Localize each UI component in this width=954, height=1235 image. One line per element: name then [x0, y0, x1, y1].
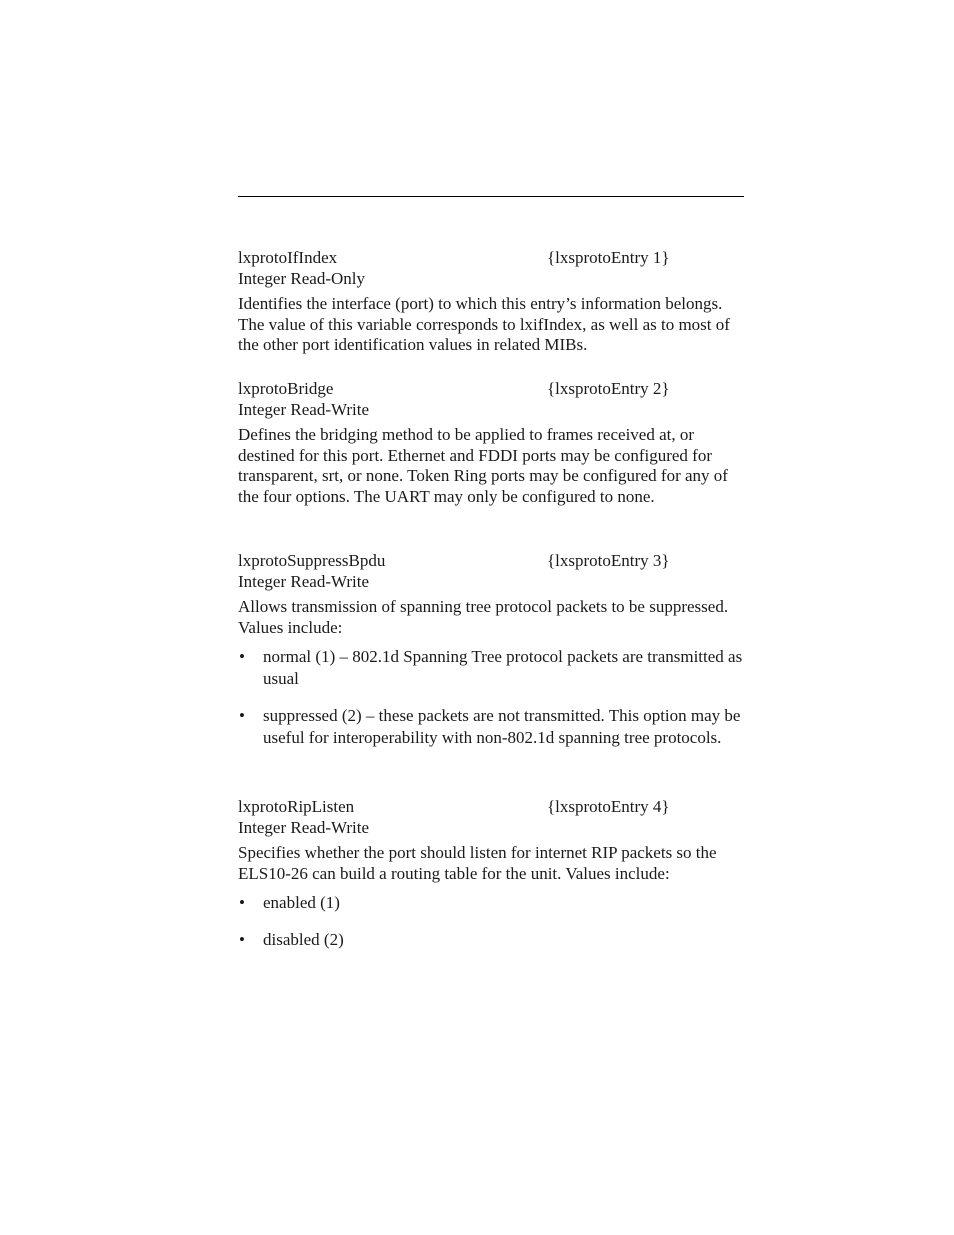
entry-oid: {lxsprotoEntry 1}: [547, 248, 670, 267]
mib-entry-bridge: [238, 378, 744, 507]
entry-description: Specifies whether the port should listen for internet RIP packets so the ELS10-26 can build a routing table for the unit. Values include:: [238, 843, 717, 883]
header-rule: [238, 196, 744, 197]
list-item: [238, 705, 744, 749]
list-item-text: suppressed (2) – these packets are not transmitted. This option may be useful for interoperability with non-802.1d spanning tree protocols.: [263, 706, 741, 747]
mib-entry-ifindex: [238, 247, 744, 356]
entry-type: Integer Read-Only: [238, 269, 365, 288]
bullet-icon: •: [239, 647, 245, 666]
entry-header: [238, 247, 744, 268]
bullet-icon: •: [239, 893, 245, 912]
mib-entry-suppress-bpdu: [238, 550, 744, 764]
entry-header: [238, 550, 744, 571]
entry-description: Allows transmission of spanning tree protocol packets to be suppressed. Values include:: [238, 597, 729, 637]
values-list: [238, 892, 744, 951]
entry-header: [238, 378, 744, 399]
list-item-text: enabled (1): [263, 893, 340, 912]
entry-description: Defines the bridging method to be applied to frames received at, or destined for this port. Ethernet and FDDI ports may be configured for transparent, srt, or none. Token Ring ports may be configured for any of the four options. The UART may only be configured to none.: [238, 425, 728, 506]
entry-name: lxprotoBridge: [238, 379, 334, 398]
entry-oid: {lxsprotoEntry 2}: [547, 379, 670, 398]
list-item-text: normal (1) – 802.1d Spanning Tree protocol packets are transmitted as usual: [263, 647, 743, 688]
entry-name: lxprotoSuppressBpdu: [238, 551, 386, 570]
entry-description: Identifies the interface (port) to which this entry’s information belongs. The value of this variable corresponds to lxifIndex, as well as to most of the other port identification values in related MIBs.: [238, 294, 730, 354]
bullet-icon: •: [239, 706, 245, 725]
entry-header: [238, 796, 744, 817]
values-list: [238, 646, 744, 749]
entry-name: lxprotoRipListen: [238, 797, 355, 816]
list-item-text: disabled (2): [263, 930, 344, 949]
entry-type: Integer Read-Write: [238, 572, 369, 591]
list-item: [238, 892, 744, 914]
list-item: [238, 929, 744, 951]
mib-entry-rip-listen: [238, 796, 744, 966]
entry-oid: {lxsprotoEntry 4}: [547, 797, 670, 816]
bullet-icon: •: [239, 930, 245, 949]
entry-type: Integer Read-Write: [238, 400, 369, 419]
entry-oid: {lxsprotoEntry 3}: [547, 551, 670, 570]
entry-type: Integer Read-Write: [238, 818, 369, 837]
list-item: [238, 646, 744, 690]
entry-name: lxprotoIfIndex: [238, 248, 338, 267]
